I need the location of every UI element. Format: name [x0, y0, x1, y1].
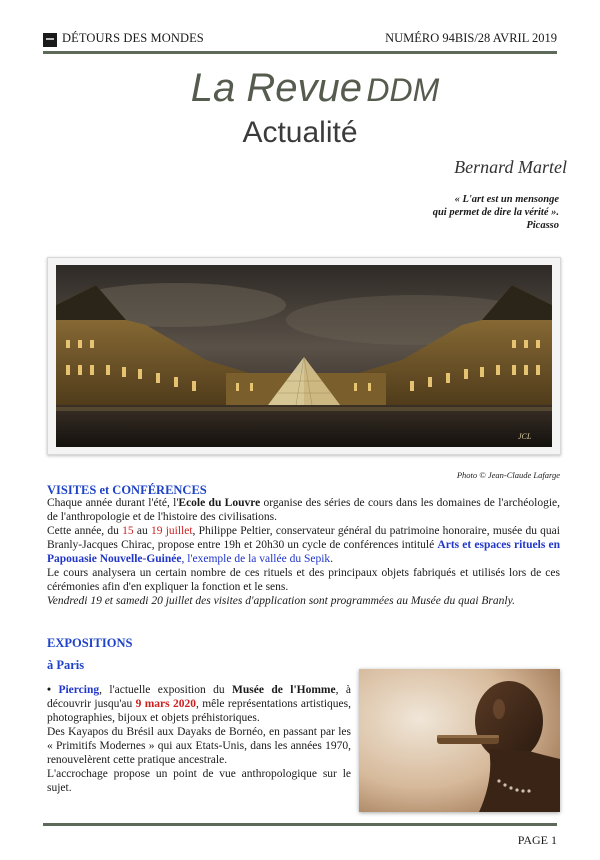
bullet-icon: •: [47, 684, 52, 696]
visites-p2-text: Cette année, du: [47, 525, 123, 537]
visites-body: [47, 496, 560, 608]
visites-p2-end: .: [330, 553, 334, 565]
photo-credit: Photo © Jean-Claude Lafarge: [456, 470, 560, 480]
musee-de-l-homme: Musée de l'Homme: [232, 684, 336, 696]
paris-heading: à Paris: [47, 658, 85, 672]
visites-paragraph-2: [47, 524, 560, 566]
magazine-title: [0, 66, 600, 111]
expo-p1-text-2: , à découvrir jusqu'au: [47, 684, 352, 710]
visites-p1-text-end: organise des séries de cours dans les domaines de l'archéologie, de l'anthropologie et de l'histoire des civilisations.: [47, 497, 560, 523]
title-suffix: DDM: [366, 72, 440, 108]
publication-name: DÉTOURS DES MONDES: [62, 31, 204, 45]
lip-plate-portrait-image: [359, 669, 560, 812]
expo-end-date: 9 mars 2020: [135, 698, 196, 710]
piercing-photo: [359, 669, 560, 812]
photo-signature: JCL: [518, 432, 532, 441]
quote-attribution: Picasso: [526, 220, 559, 231]
author-name: Bernard Martel: [454, 157, 567, 177]
ecole-du-louvre: Ecole du Louvre: [178, 497, 261, 509]
expo-paragraph-1: [47, 683, 351, 725]
visites-p1-text: Chaque année durant l'été, l': [47, 497, 179, 509]
quote-line-1: « L'art est un mensonge: [454, 194, 559, 205]
visites-heading: VISITES et CONFÉRENCES: [47, 483, 207, 497]
publication-logo-icon: [43, 33, 57, 47]
quote-line-2: qui permet de dire la vérité ».: [432, 207, 559, 218]
visites-p2-text-2: au: [133, 525, 151, 537]
visites-p2-text-3: , Philippe Peltier, conservateur général du patrimoine honoraire, musée du quai Branly-Jacques Chirac, propose entre 19h et 20h30 un cycle de conférences intitulé: [47, 525, 560, 551]
expo-paragraph-2: Des Kayapos du Brésil aux Dayaks de Bornéo, en passant par les « Primitifs Modernes » qui aux Etats-Unis, dans les années 1970, renouvelèrent cette pratique ancestrale.: [47, 726, 351, 766]
expo-p1-text: , l'actuelle exposition du: [99, 684, 233, 696]
conference-subtitle: , l'exemple de la vallée du Sepik: [181, 553, 331, 565]
expo-p1-text-3: , mêle représentations artistiques, photographies, bijoux et objets préhistoriques.: [47, 698, 351, 724]
louvre-night-image: [56, 265, 552, 447]
visites-paragraph-3: Le cours analysera un certain nombre de ces rituels et des principaux objets fabriqués et utilisés lors de ces cérémonies afin d'en expliquer la fonction et le sens.: [47, 567, 560, 593]
conference-title-link[interactable]: Arts et espaces rituels en Papouasie Nouvelle-Guinée: [47, 539, 560, 565]
date-end: 19 juillet: [150, 525, 193, 537]
section-title: Actualité: [242, 116, 358, 149]
header-divider: [43, 51, 557, 54]
date-start: 15: [122, 525, 134, 537]
title-main: La Revue: [190, 66, 362, 110]
page-number: PAGE 1: [517, 833, 557, 847]
expo-paragraph-3: L'accrochage propose un point de vue anthropologique sur le sujet.: [47, 768, 351, 794]
epigraph-quote: [299, 193, 559, 232]
issue-info: NUMÉRO 94BIS/28 AVRIL 2019: [385, 31, 557, 45]
visites-paragraph-4: Vendredi 19 et samedi 20 juillet des visites d'application sont programmées au Musée du quai Branly.: [47, 595, 515, 607]
visites-paragraph-1: [47, 496, 560, 524]
expositions-heading: EXPOSITIONS: [47, 636, 133, 650]
piercing-link[interactable]: Piercing: [58, 684, 100, 696]
expositions-body: [47, 683, 351, 795]
footer-divider: [43, 823, 557, 826]
louvre-photo: [47, 257, 561, 455]
